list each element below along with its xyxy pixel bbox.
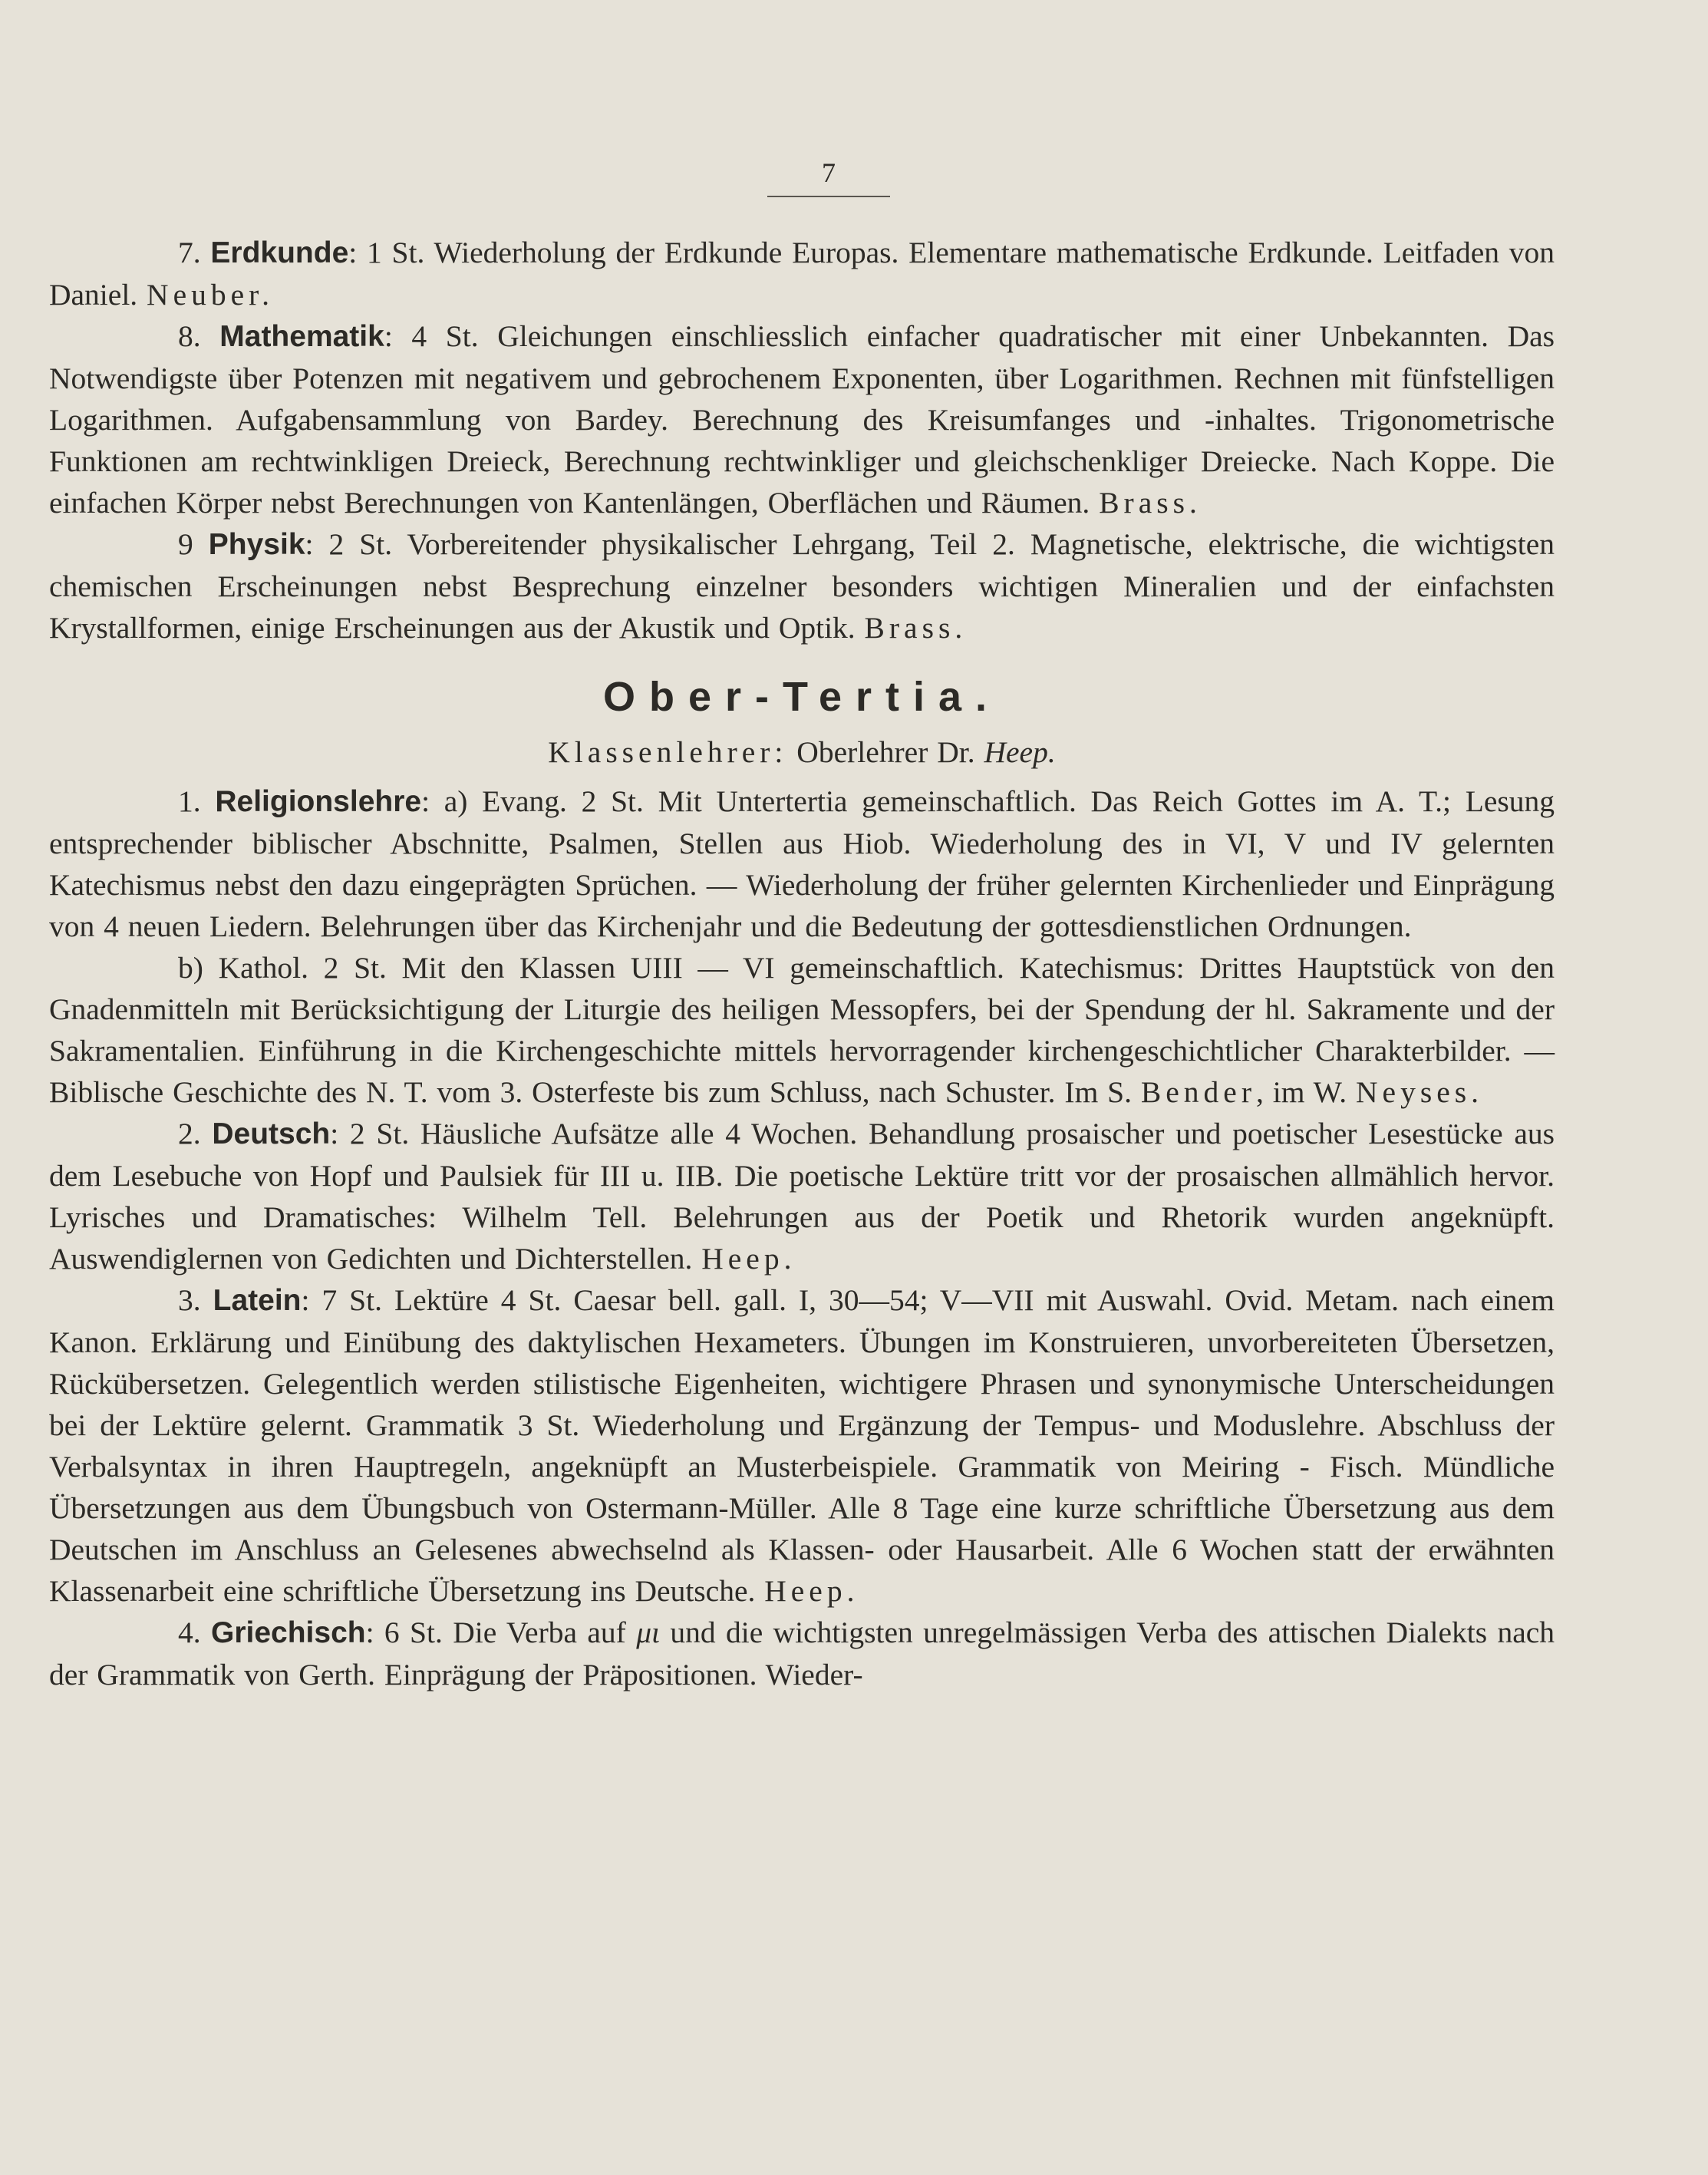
teacher-name: Bender xyxy=(1140,1075,1256,1109)
teacher-name: Heep. xyxy=(701,1242,796,1276)
item-number: 3. xyxy=(178,1283,213,1317)
paragraph-text: : 4 St. Gleichungen einschliesslich einfacher quadratischer mit einer Unbekannten. Das Notwendigste über Potenzen mit negativem und gebrochenem Exponenten, über Logarithmen. Rechnen mit fünfstelligen Logarithmen. Aufgabensammlung von Bardey. Berechnung des Kreisumfanges und -inhaltes. Trigonometrische Funktionen am rechtwinkligen Dreieck, Berechnung rechtwinkliger und gleichschenkliger Dreiecke. Nach Koppe. Die einfachen Körper nebst Berechnungen von Kantenlängen, Oberflächen und Räumen. xyxy=(49,319,1555,520)
paragraph-text: : 7 St. Lektüre 4 St. Caesar bell. gall. I, 30—54; V—VII mit Auswahl. Ovid. Metam. nach einem Kanon. Erklärung und Einübung des daktylischen Hexameters. Übungen im Konstruieren, unvorbereiteten Übersetzen, Rückübersetzen. Gelegentlich werden stilistische Eigenheiten, wichtigere Phrasen und synonymische Unterscheidungen bei der Lektüre gelernt. Grammatik 3 St. Wiederholung und Ergänzung der Tempus- und Moduslehre. Abschluss der Verbalsyntax in ihren Hauptregeln, angeknüpft an Musterbeispiele. Grammatik von Meiring - Fisch. Mündliche Übersetzungen aus dem Übungsbuch von Ostermann-Müller. Alle 8 Tage eine kurze schriftliche Übersetzung aus dem Deutschen im Anschluss an Gelesenes abwechselnd als Klassen- oder Hausarbeit. Alle 6 Wochen statt der erwähnten Klassenarbeit eine schriftliche Übersetzung ins Deutsche. xyxy=(49,1283,1555,1608)
page-body xyxy=(49,232,1555,1695)
paragraph-text: : 2 St. Häusliche Aufsätze alle 4 Wochen. Behandlung prosaischer und poetischer Lesestücke aus dem Lesebuche von Hopf und Paulsiek für III u. IIB. Die poetische Lektüre tritt vor der prosaischen allmählich hervor. Lyrisches und Dramatisches: Wilhelm Tell. Belehrungen aus der Poetik und Rhetorik wurden angeknüpft. Auswendiglernen von Gedichten und Dichterstellen. xyxy=(49,1117,1555,1276)
class-teacher-line xyxy=(49,731,1555,773)
paragraph-text: : 2 St. Vorbereitender physikalischer Lehrgang, Teil 2. Magnetische, elektrische, die wichtigsten chemischen Erscheinungen nebst Besprechung einzelner besonders wichtigen Mineralien und der einfachsten Krystallformen, einige Erscheinungen aus der Akustik und Optik. xyxy=(49,527,1555,645)
paragraph-text: : 6 St. Die Verba auf xyxy=(365,1616,637,1649)
class-teacher-text: Oberlehrer Dr. xyxy=(787,735,984,769)
class-teacher-name: Heep. xyxy=(984,735,1056,769)
subject-mathematik: Mathematik xyxy=(219,320,384,353)
subject-griechisch: Griechisch xyxy=(211,1616,366,1649)
subject-deutsch: Deutsch xyxy=(212,1117,331,1150)
paragraph-physik xyxy=(49,523,1555,649)
item-number: 8. xyxy=(178,319,220,353)
paragraph-mathematik xyxy=(49,315,1555,523)
paragraph-erdkunde xyxy=(49,232,1555,315)
teacher-name: Neuber. xyxy=(147,278,274,312)
item-number: 4. xyxy=(178,1616,211,1649)
paragraph-text: b) Kathol. 2 St. Mit den Klassen UIII — VI gemeinschaftlich. Katechismus: Drittes Hauptstück von den Gnadenmitteln mit Berücksichtigung der Liturgie des heiligen Messopfers, bei der Spendung der hl. Sakramente und der Sakramentalien. Einführung in die Kirchengeschichte mittels hervorragender kirchengeschichtlicher Charakterbilder. — Biblische Geschichte des N. T. vom 3. Osterfeste bis zum Schluss, nach Schuster. Im S. xyxy=(49,951,1555,1109)
subject-erdkunde: Erdkunde xyxy=(210,236,349,269)
teacher-name: Brass. xyxy=(864,611,968,645)
teacher-name: Heep. xyxy=(764,1574,859,1608)
item-number: 9 xyxy=(178,527,209,561)
paragraph-text: , im W. xyxy=(1255,1075,1357,1109)
paragraph-text: und die wichtigsten unregelmässigen Verba des attischen Dialekts nach der Grammatik von Gerth. Einprägung der Präpositionen. Wieder- xyxy=(49,1616,1555,1691)
paragraph-deutsch xyxy=(49,1113,1555,1279)
greek-mi: μι xyxy=(636,1616,661,1649)
item-number: 1. xyxy=(178,784,216,818)
paragraph-religion-a xyxy=(49,781,1555,947)
teacher-name: Brass. xyxy=(1099,486,1202,520)
paragraph-latein xyxy=(49,1279,1555,1612)
teacher-name: Neyses. xyxy=(1356,1075,1483,1109)
item-number: 2. xyxy=(178,1117,213,1150)
paragraph-text: : 1 St. Wiederholung der Erdkunde Europas. Elementare mathematische Erdkunde. Leitfaden von Daniel. xyxy=(49,236,1555,312)
class-teacher-label: Klassenlehrer: xyxy=(548,735,788,769)
paragraph-text: : a) Evang. 2 St. Mit Untertertia gemeinschaftlich. Das Reich Gottes im A. T.; Lesung entsprechender biblischer Abschnitte, Psalmen, Stellen aus Hiob. Wiederholung des in VI, V und IV gelernten Katechismus nebst den dazu eingeprägten Sprüchen. — Wiederholung der früher gelernten Kirchenlieder und Einprägung von 4 neuen Liedern. Belehrungen über das Kirchenjahr und die Bedeutung der gottesdienstlichen Ordnungen. xyxy=(49,784,1555,943)
subject-physik: Physik xyxy=(208,528,305,561)
subject-religionslehre: Religionslehre xyxy=(215,785,422,818)
paragraph-religion-b xyxy=(49,947,1555,1113)
section-heading: Ober-Tertia. xyxy=(602,674,1001,720)
subject-latein: Latein xyxy=(213,1284,302,1317)
paragraph-griechisch xyxy=(49,1612,1555,1695)
item-number: 7. xyxy=(178,236,211,269)
page-number: 7 xyxy=(767,157,890,197)
